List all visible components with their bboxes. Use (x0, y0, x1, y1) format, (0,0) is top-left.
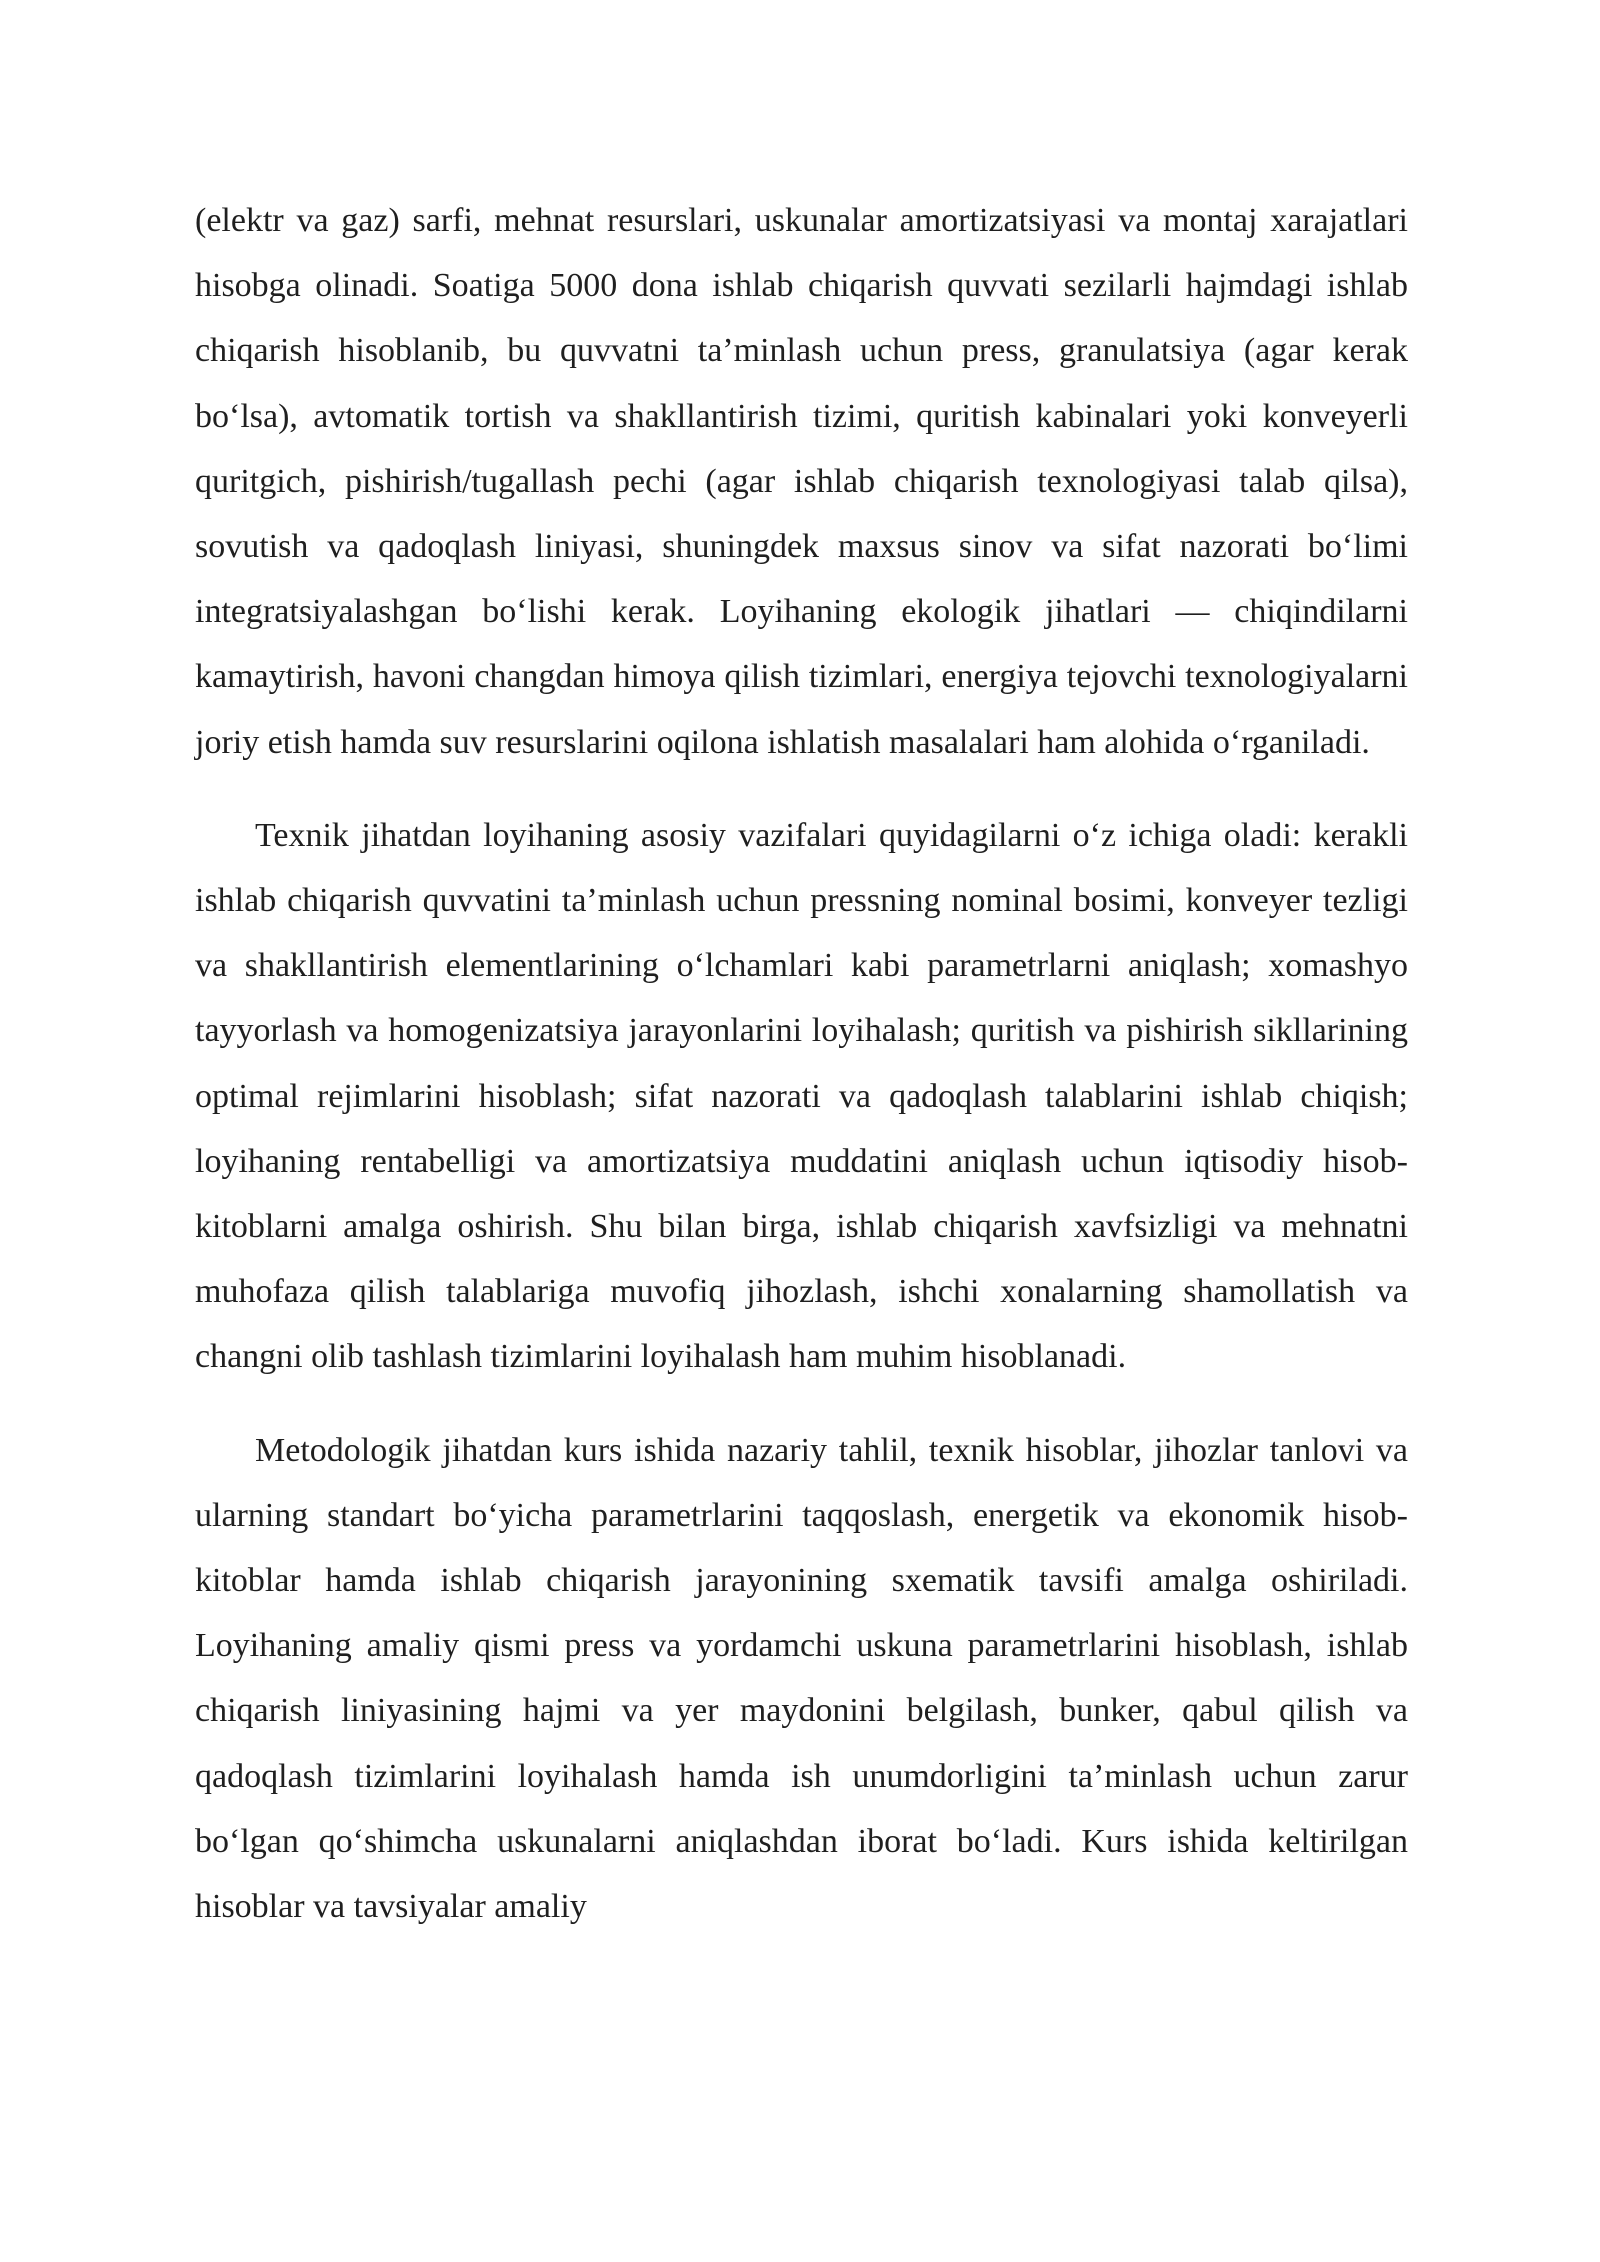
paragraph-continuation: (elektr va gaz) sarfi, mehnat resurslari, uskunalar amortizatsiyasi va montaj xarajatlari hisobga olinadi. Soatiga 5000 dona ishlab chiqarish quvvati sezilarli hajmdagi ishlab chiqarish hisoblanib, bu quvvatni ta’minlash uchun press, granulatsiya (agar kerak bo‘lsa), avtomatik tortish va shakllantirish tizimi, quritish kabinalari yoki konveyerli quritgich, pishirish/tugallash pechi (agar ishlab chiqarish texnologiyasi talab qilsa), sovutish va qadoqlash liniyasi, shuningdek maxsus sinov va sifat nazorati bo‘limi integratsiyalashgan bo‘lishi kerak. Loyihaning ekologik jihatlari — chiqindilarni kamaytirish, havoni changdan himoya qilish tizimlari, energiya tejovchi texnologiyalarni joriy etish hamda suv resurslarini oqilona ishlatish masalalari ham alohida o‘rganiladi. (195, 202, 1408, 761)
paragraph-technical-tasks: Texnik jihatdan loyihaning asosiy vazifalari quyidagilarni o‘z ichiga oladi: kerakli ishlab chiqarish quvvatini ta’minlash uchun pressning nominal bosimi, konveyer tezligi va shakllantirish elementlarining o‘lchamlari kabi parametrlarni aniqlash; xomashyo tayyorlash va homogenizatsiya jarayonlarini loyihalash; quritish va pishirish sikllarining optimal rejimlarini hisoblash; sifat nazorati va qadoqlash talablarini ishlab chiqish; loyihaning rentabelligi va amortizatsiya muddatini aniqlash uchun iqtisodiy hisob-kitoblarni amalga oshirish. Shu bilan birga, ishlab chiqarish xavfsizligi va mehnatni muhofaza qilish talablariga muvofiq jihozlash, ishchi xonalarning shamollatish va changni olib tashlash tizimlarini loyihalash ham muhim hisoblanadi. (195, 816, 1408, 1376)
document-body (195, 188, 1408, 1939)
paragraph-methodology: Metodologik jihatdan kurs ishida nazariy tahlil, texnik hisoblar, jihozlar tanlovi va ularning standart bo‘yicha parametrlarini taqqoslash, energetik va ekonomik hisob-kitoblar hamda ishlab chiqarish jarayonining sxematik tavsifi amalga oshiriladi. Loyihaning amaliy qismi press va yordamchi uskuna parametrlarini hisoblash, ishlab chiqarish liniyasining hajmi va yer maydonini belgilash, bunker, qabul qilish va qadoqlash tizimlarini loyihalash hamda ish unumdorligini ta’minlash uchun zarur bo‘lgan qo‘shimcha uskunalarni aniqlashdan iborat bo‘ladi. Kurs ishida keltirilgan hisoblar va tavsiyalar amaliy (195, 1431, 1408, 1926)
